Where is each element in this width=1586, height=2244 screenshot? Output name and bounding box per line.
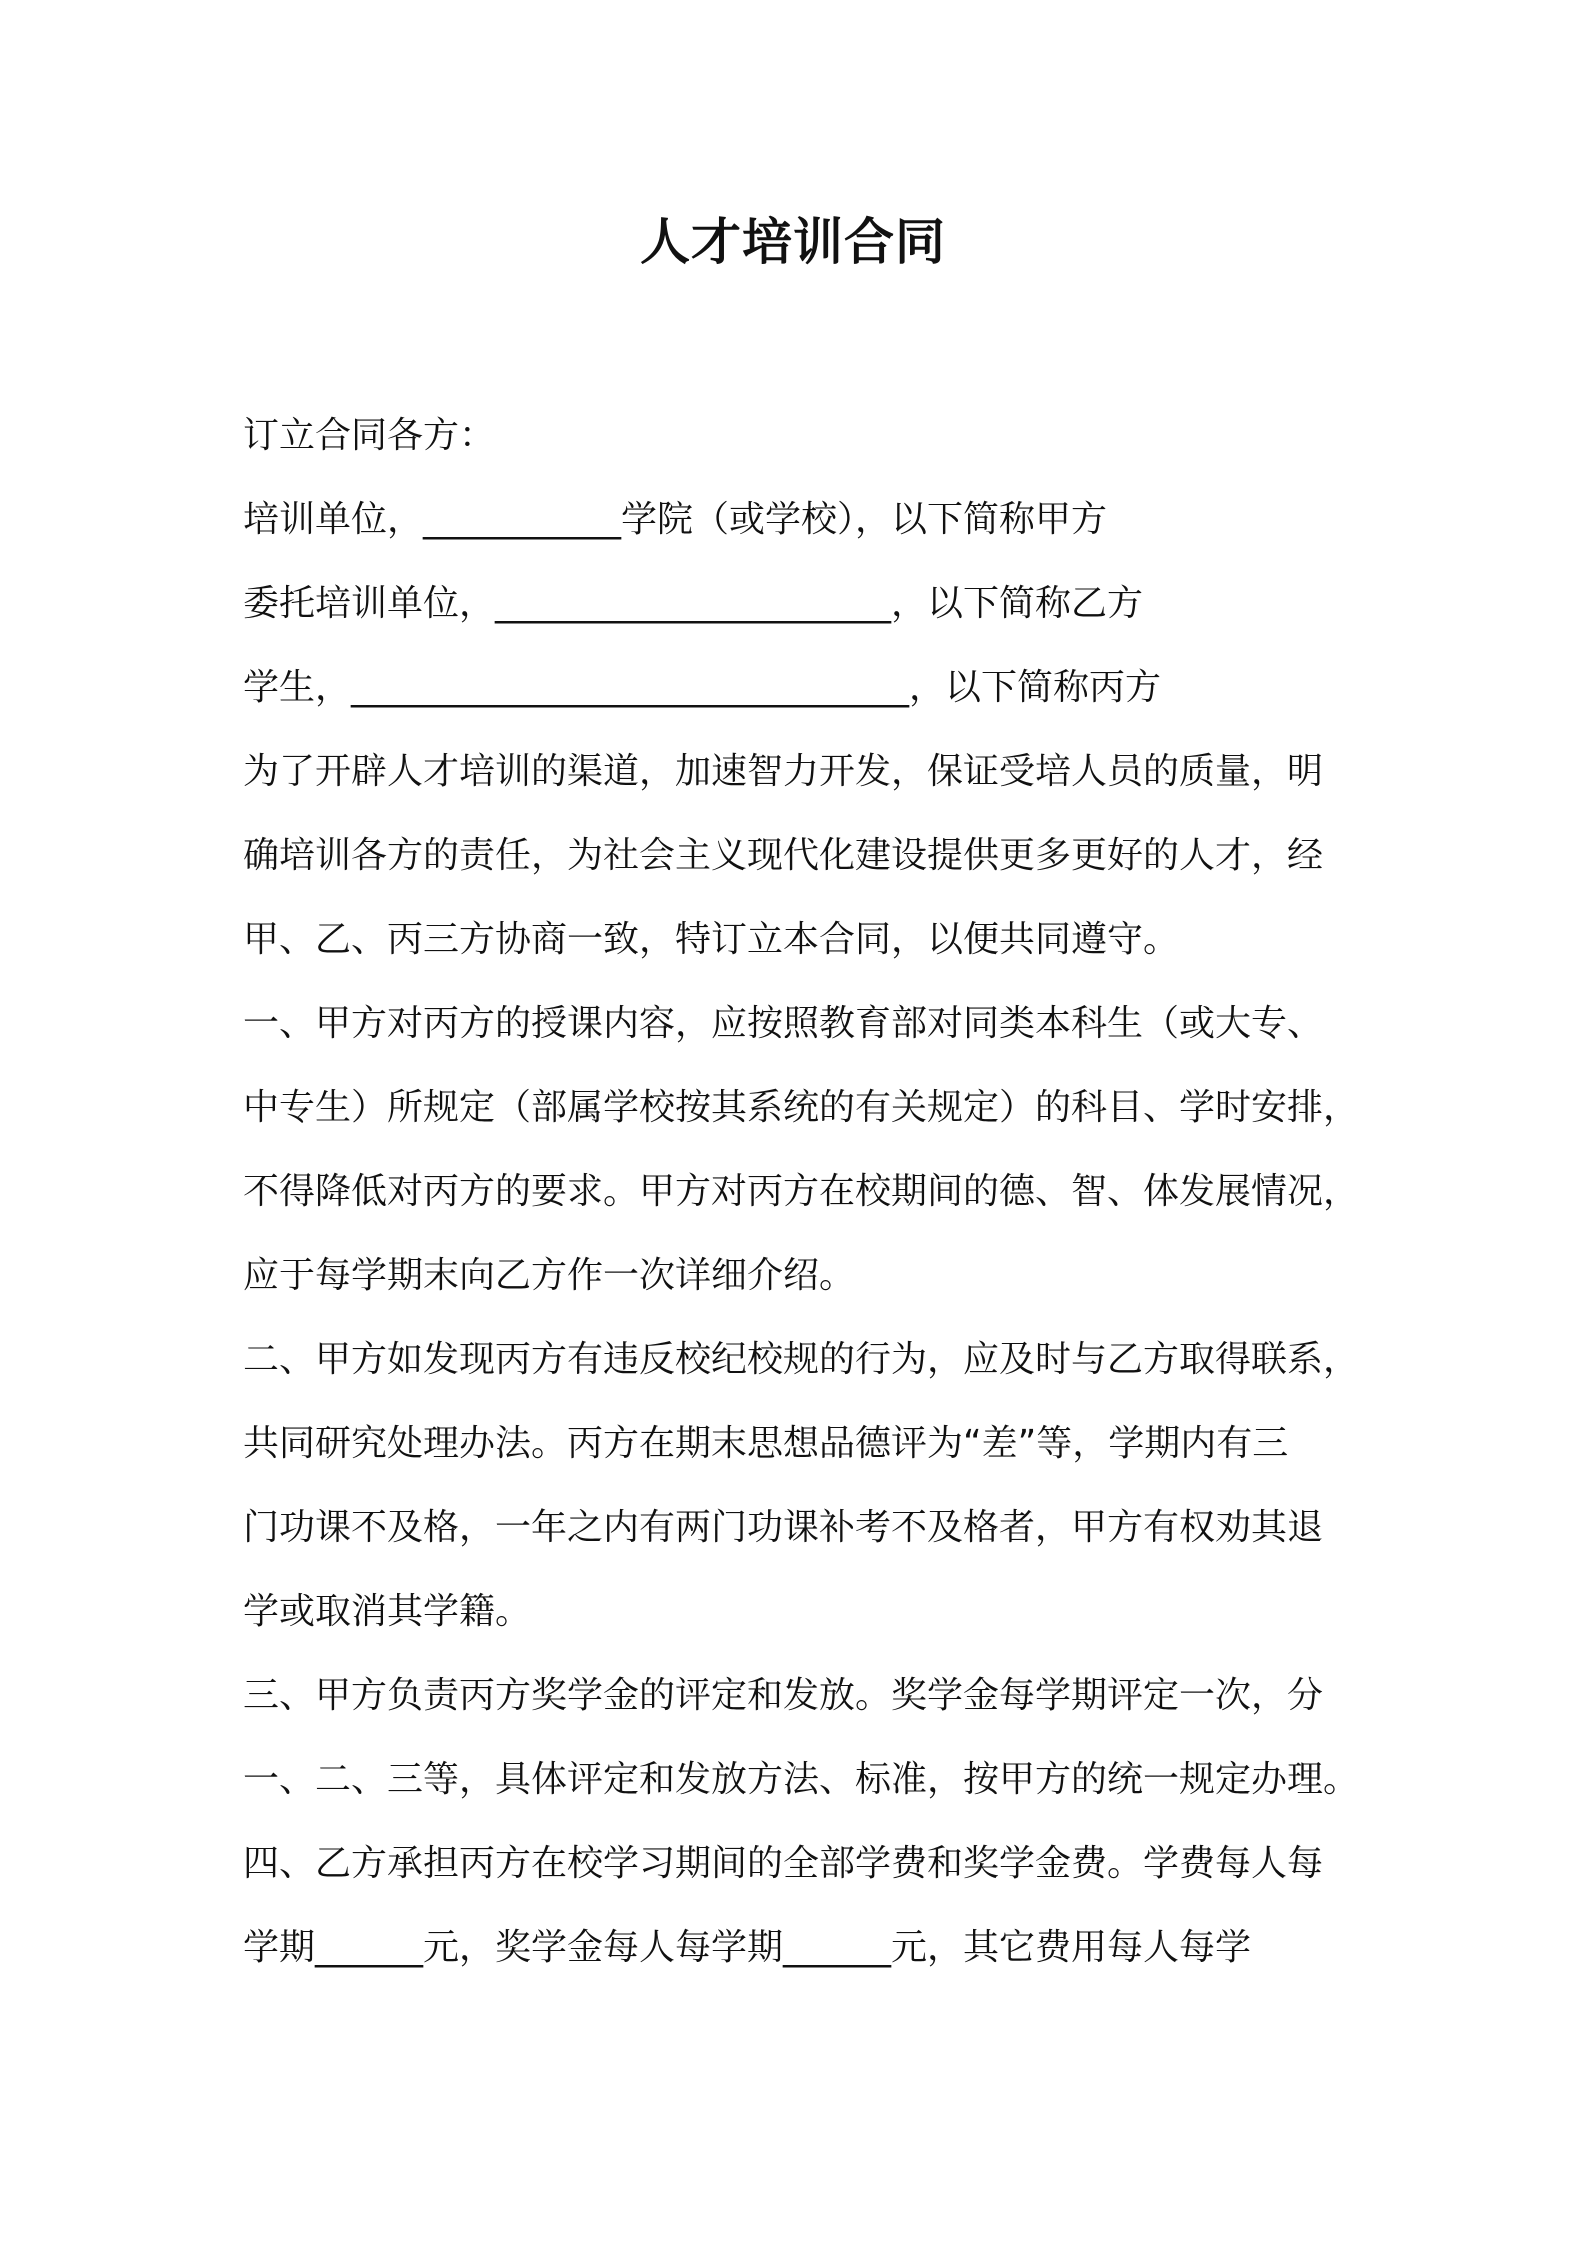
- contract-line: 学或取消其学籍。: [243, 1591, 532, 1632]
- contract-line: 共同研究处理办法。丙方在期末思想品德评为“差”等，学期内有三: [243, 1423, 1289, 1464]
- contract-line: 订立合同各方：: [243, 415, 496, 456]
- contract-line: 一、甲方对丙方的授课内容，应按照教育部对同类本科生（或大专、: [243, 1003, 1324, 1044]
- document-title: 人才培训合同: [640, 213, 946, 271]
- contract-line: 为了开辟人才培训的渠道，加速智力开发，保证受培人员的质量，明: [243, 751, 1324, 792]
- contract-line: 三、甲方负责丙方奖学金的评定和发放。奖学金每学期评定一次，分: [243, 1675, 1324, 1716]
- contract-line: 二、甲方如发现丙方有违反校纪校规的行为，应及时与乙方取得联系，: [243, 1339, 1360, 1380]
- contract-line: 学期______元，奖学金每人每学期______元，其它费用每人每学: [243, 1927, 1252, 1968]
- contract-line: 一、二、三等，具体评定和发放方法、标准，按甲方的统一规定办理。: [243, 1759, 1360, 1800]
- contract-line: 门功课不及格，一年之内有两门功课补考不及格者，甲方有权劝其退: [243, 1507, 1324, 1548]
- contract-line: 学生，_______________________________，以下简称丙方: [243, 667, 1162, 708]
- contract-line: 委托培训单位，______________________，以下简称乙方: [243, 583, 1144, 624]
- contract-line: 甲、乙、丙三方协商一致，特订立本合同，以便共同遵守。: [243, 919, 1180, 960]
- contract-line: 应于每学期末向乙方作一次详细介绍。: [243, 1255, 856, 1296]
- contract-line: 四、乙方承担丙方在校学习期间的全部学费和奖学金费。学费每人每: [243, 1843, 1324, 1884]
- contract-line: 不得降低对丙方的要求。甲方对丙方在校期间的德、智、体发展情况，: [243, 1171, 1360, 1212]
- contract-line: 中专生）所规定（部属学校按其系统的有关规定）的科目、学时安排，: [243, 1087, 1360, 1128]
- contract-line: 培训单位，___________学院（或学校），以下简称甲方: [243, 499, 1108, 540]
- contract-line: 确培训各方的责任，为社会主义现代化建设提供更多更好的人才，经: [243, 835, 1324, 876]
